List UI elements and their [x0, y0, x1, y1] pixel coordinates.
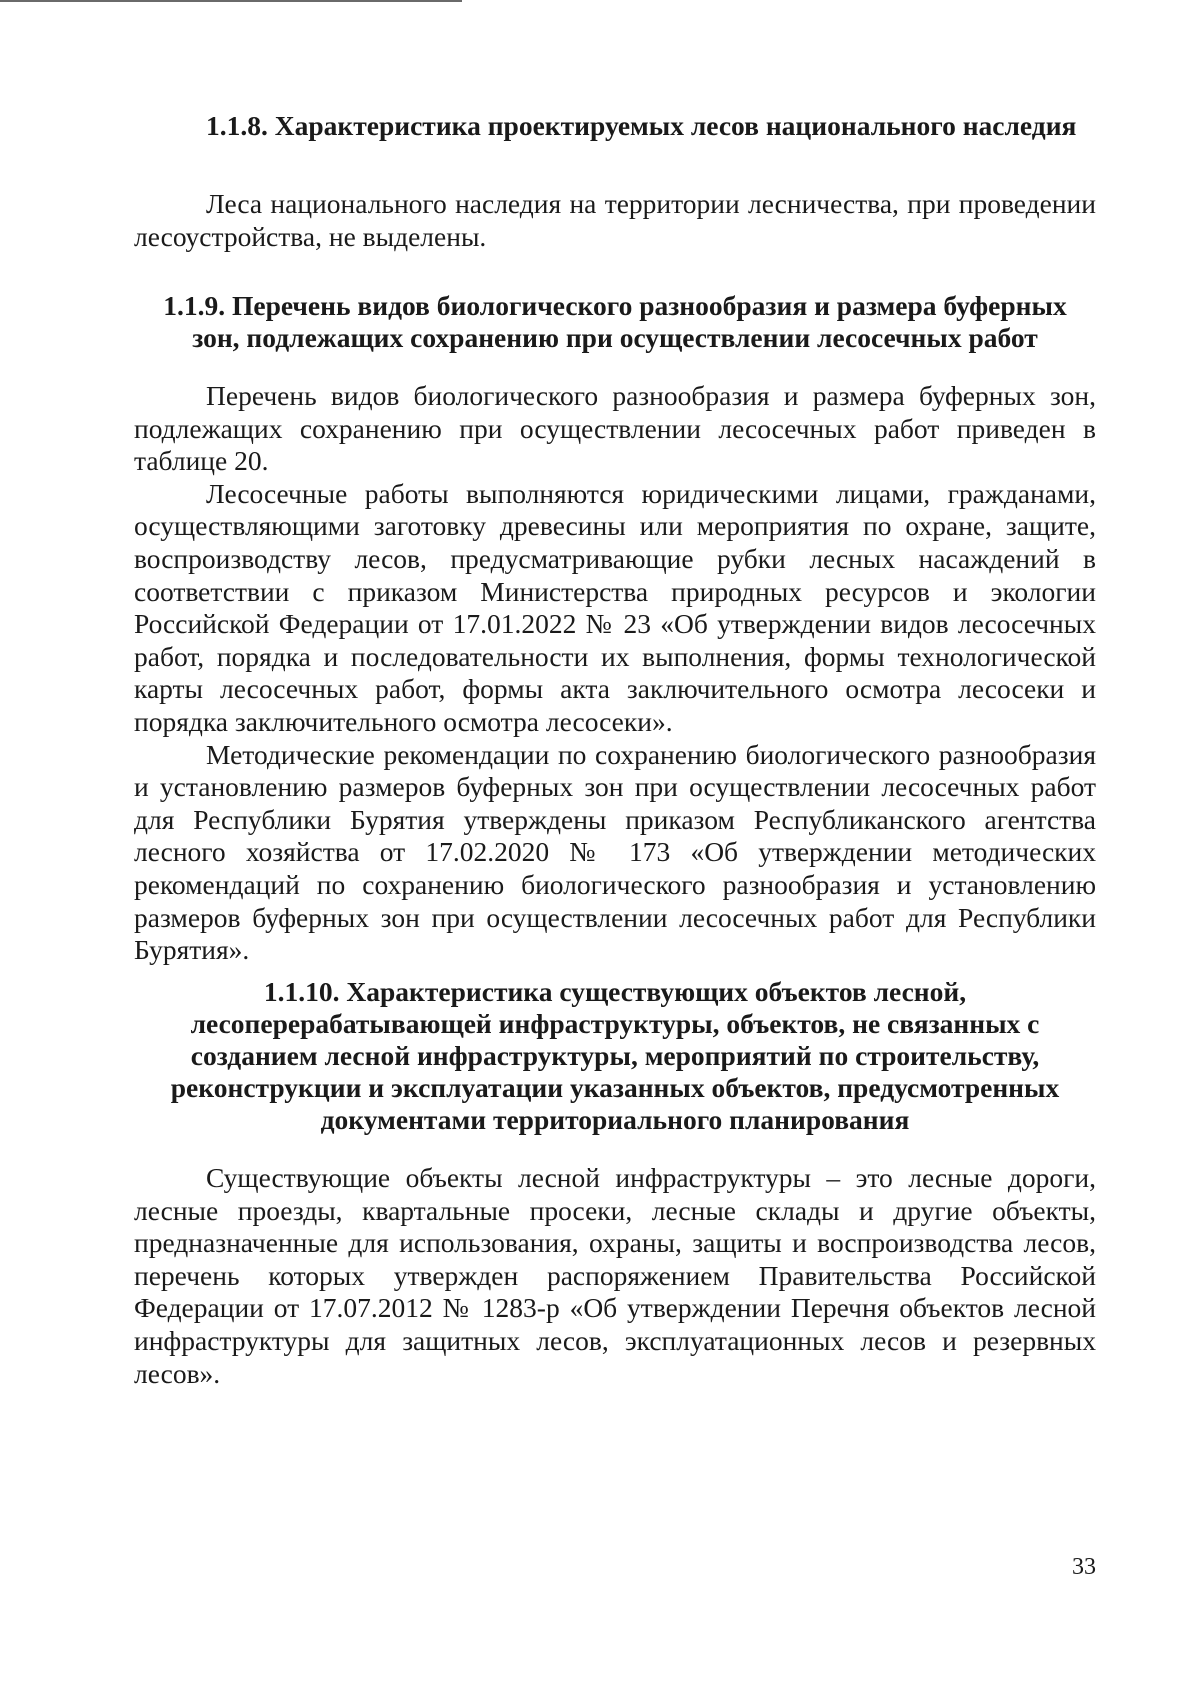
section-1-1-8 [134, 110, 1096, 253]
scan-edge-line [0, 0, 462, 2]
section-1-1-9 [134, 290, 1096, 967]
section-heading-1-1-10: 1.1.10. Характеристика существующих объектов лесной, лесоперерабатывающей инфраструктуры, объектов, не связанных с созданием лесной инфраструктуры, мероприятий по строительству, реконструкции и эксплуатации указанных объектов, предусмотренных документами территориального планирования [170, 976, 1060, 1135]
paragraph-biodiversity-list: Перечень видов биологического разнообразия и размера буферных зон, подлежащих сохранению при осуществлении лесосечных работ приведен в таблице 20. [134, 380, 1096, 477]
section-1-1-10 [134, 976, 1096, 1390]
paragraph-logging-works: Лесосечные работы выполняются юридическими лицами, гражданами, осуществляющими заготовку древесины или мероприятия по охране, защите, воспроизводству лесов, предусматривающие рубки лесных насаждений в соответствии с приказом Министерства природных ресурсов и экологии Российской Федерации от 17.01.2022 № 23 «Об утверждении видов лесосечных работ, порядка и последовательности их выполнения, формы технологической карты лесосечных работ, формы акта заключительного осмотра лесосеки и порядка заключительного осмотра лесосеки». [134, 477, 1096, 737]
page-number: 33 [1072, 1554, 1096, 1580]
section-heading-1-1-9: 1.1.9. Перечень видов биологического разнообразия и размера буферных зон, подлежащих сохранению при осуществлении лесосечных работ [163, 290, 1067, 353]
paragraph-national-heritage: Леса национального наследия на территории лесничества, при проведении лесоустройства, не выделены. [134, 188, 1096, 252]
section-heading-1-1-8: 1.1.8. Характеристика проектируемых лесов национального наследия [206, 110, 1077, 141]
paragraph-forest-infrastructure: Существующие объекты лесной инфраструктуры – это лесные дороги, лесные проезды, квартальные просеки, лесные склады и другие объекты, предназначенные для использования, охраны, защиты и воспроизводства лесов, перечень которых утвержден распоряжением Правительства Российской Федерации от 17.07.2012 № 1283-р «Об утверждении Перечня объектов лесной инфраструктуры для защитных лесов, эксплуатационных лесов и резервных лесов». [134, 1162, 1096, 1389]
paragraph-methodical-recommendations: Методические рекомендации по сохранению биологического разнообразия и установлению размеров буферных зон при осуществлении лесосечных работ для Республики Бурятия утверждены приказом Республиканского агентства лесного хозяйства от 17.02.2020 № 173 «Об утверждении методических рекомендаций по сохранению биологического разнообразия и установлению размеров буферных зон при осуществлении лесосечных работ для Республики Бурятия». [134, 738, 1096, 966]
